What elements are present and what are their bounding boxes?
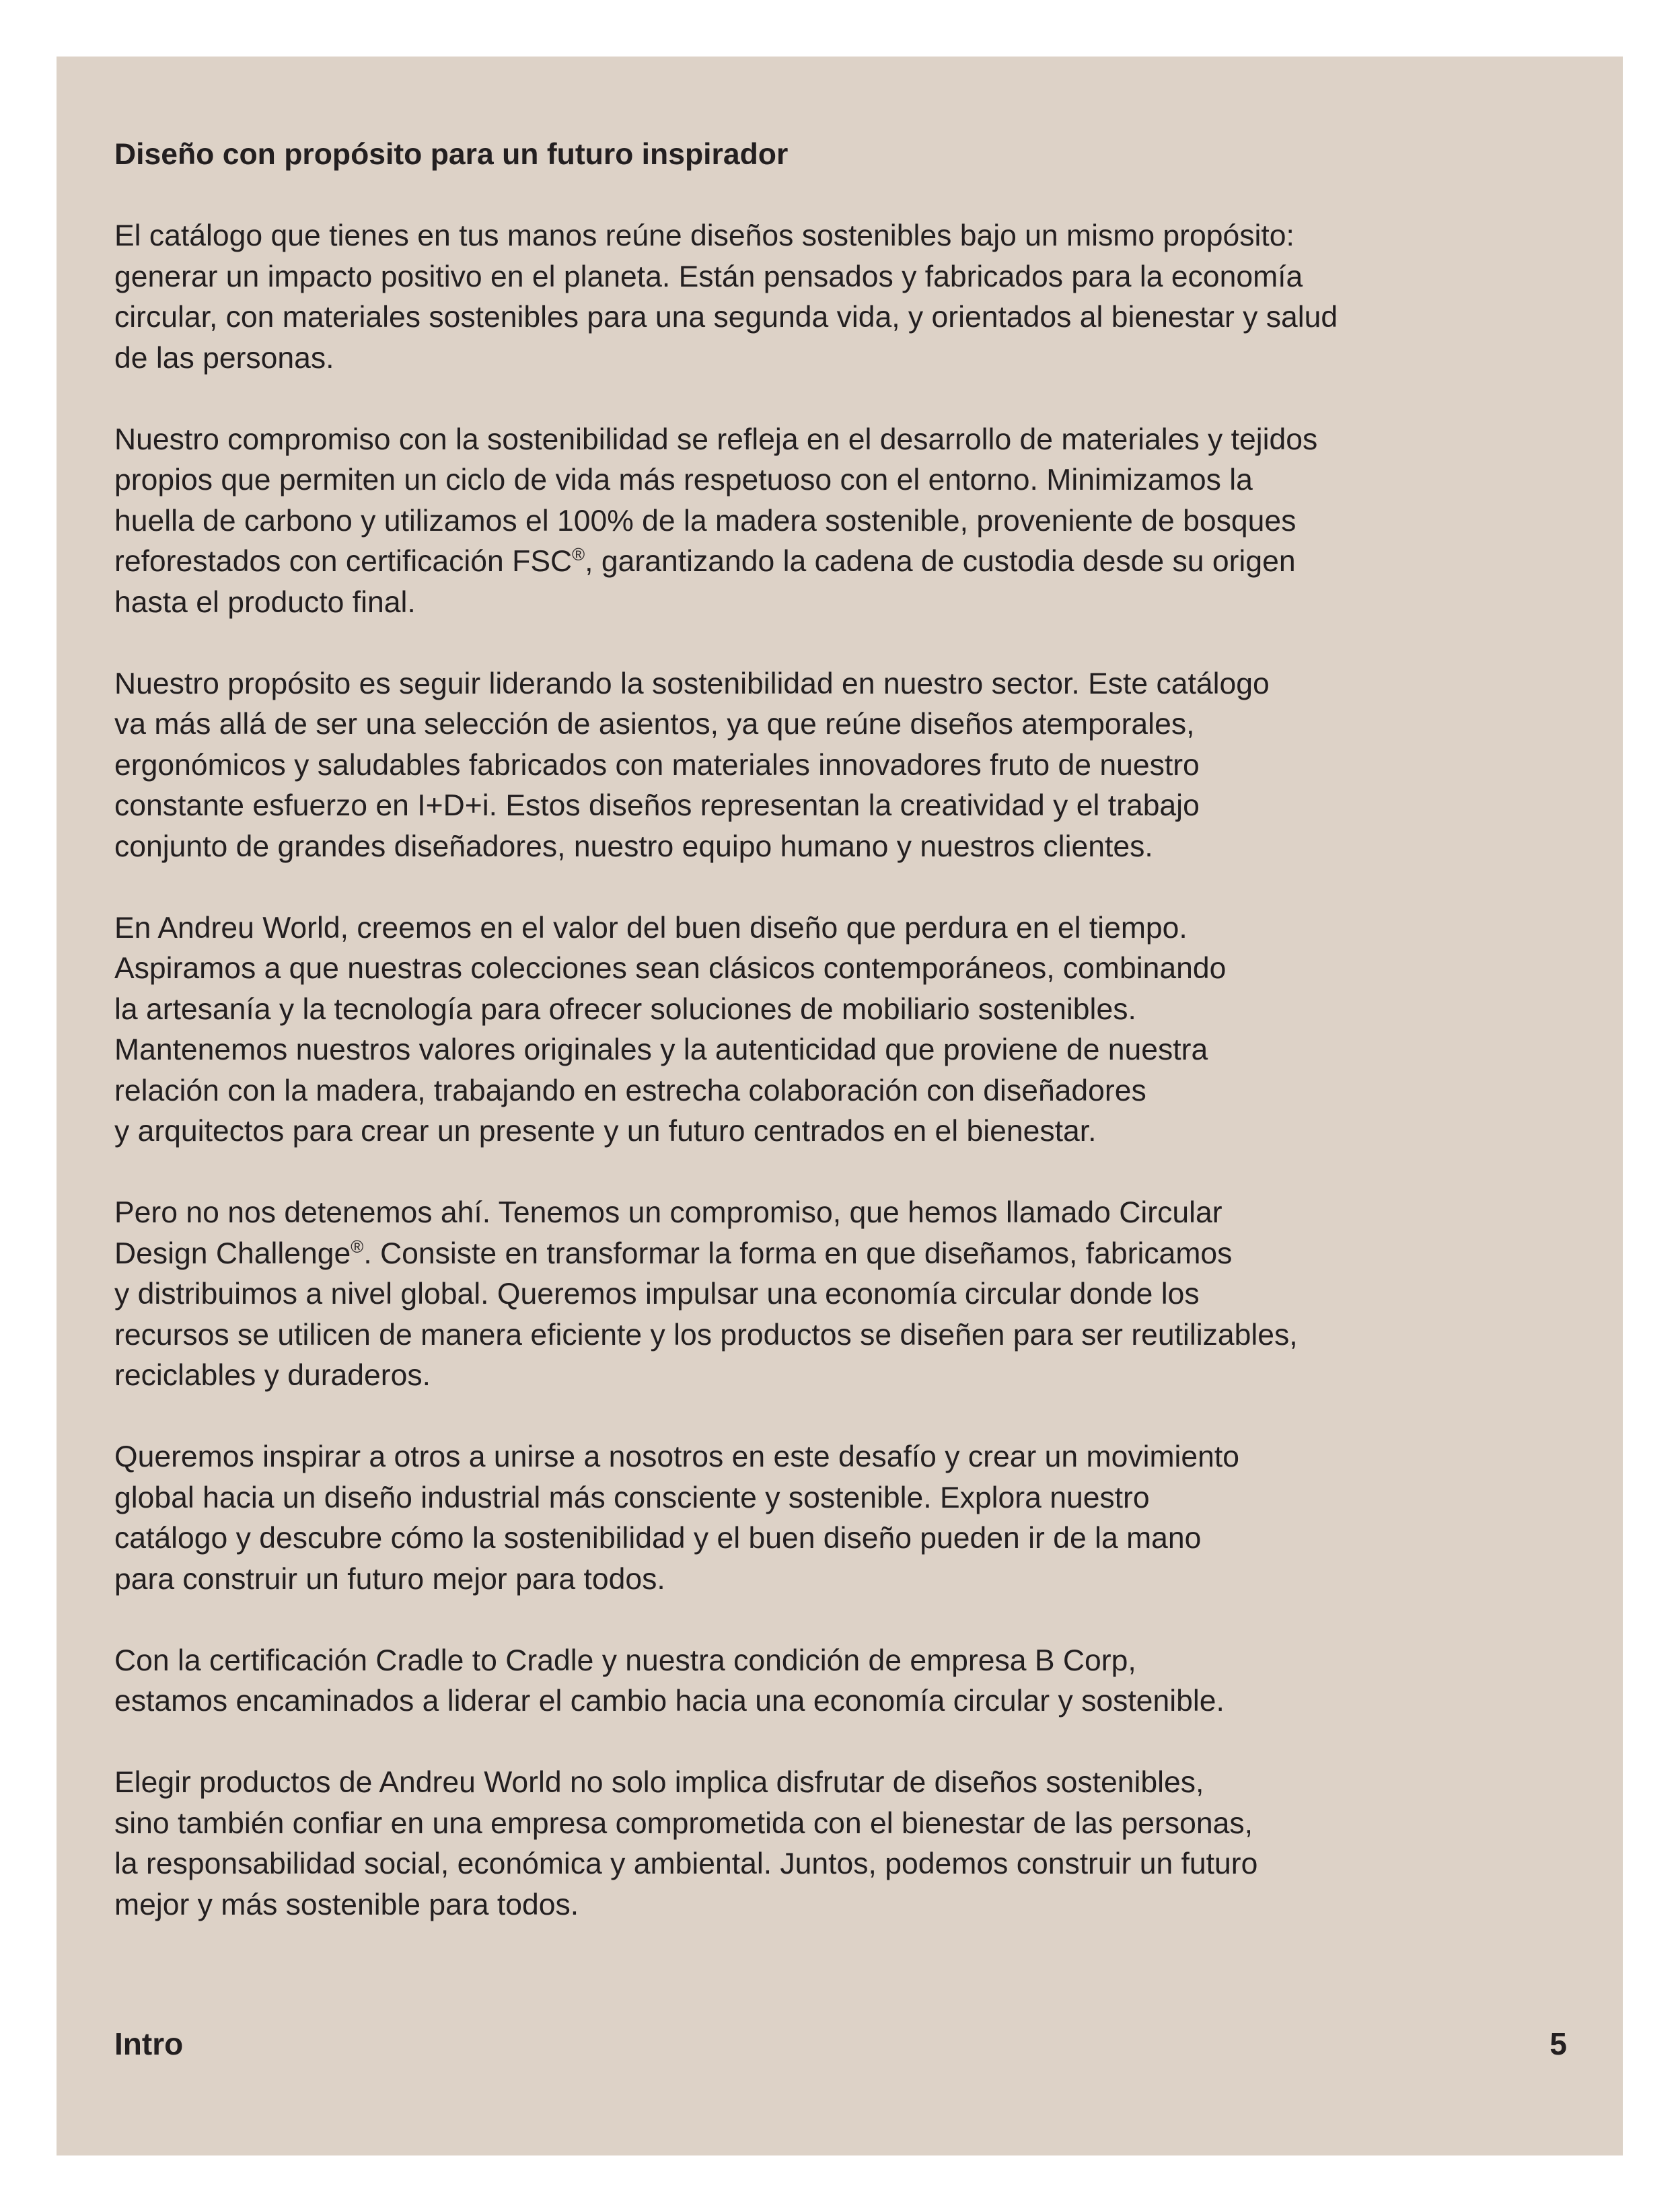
footer-section-label: Intro [114,2026,184,2061]
text-line-challenge [114,1234,1581,1275]
paragraph-intro [114,216,1581,379]
paragraph-inspire [114,1437,1581,1600]
text-line: constante esfuerzo en I+D+i. Estos diseños representan la creatividad y el trabajo [114,789,1200,822]
text-line: la artesanía y la tecnología para ofrecer soluciones de mobiliario sostenibles. [114,992,1136,1026]
text-line: sino también confiar en una empresa comprometida con el bienestar de las personas, [114,1806,1253,1840]
text-line: propios que permiten un ciclo de vida más respetuoso con el entorno. Minimizamos la [114,464,1253,496]
text-line: de las personas. [114,341,334,375]
text-line: Pero no nos detenemos ahí. Tenemos un compromiso, que hemos llamado Circular [114,1196,1222,1229]
text-line: reciclables y duraderos. [114,1359,431,1392]
text-line: la responsabilidad social, económica y ambiental. Juntos, podemos construir un futuro [114,1847,1258,1880]
text-line: recursos se utilicen de manera eficiente y los productos se diseñen para ser reutilizables, [114,1318,1298,1352]
fsc-text: reforestados con certificación FSC [114,545,573,578]
article-title: Diseño con propósito para un futuro inspirador [114,138,789,171]
challenge-text-continued: . Consiste en transformar la forma en que diseñamos, fabricamos [363,1237,1233,1270]
text-line: huella de carbono y utilizamos el 100% de la madera sostenible, proveniente de bosques [114,504,1296,538]
text-line: mejor y más sostenible para todos. [114,1888,579,1921]
text-line: ergonómicos y saludables fabricados con materiales innovadores fruto de nuestro [114,748,1200,782]
text-line: Mantenemos nuestros valores originales y la autenticidad que proviene de nuestra [114,1033,1208,1066]
text-line: circular, con materiales sostenibles para una segunda vida, y orientados al bienestar y salud [114,301,1338,334]
text-line: estamos encaminados a liderar el cambio hacia una economía circular y sostenible. [114,1685,1225,1718]
text-line: generar un impacto positivo en el planeta. Están pensados y fabricados para la economía [114,260,1303,293]
text-line: va más allá de ser una selección de asientos, ya que reúne diseños atemporales, [114,708,1195,741]
text-line: global hacia un diseño industrial más consciente y sostenible. Explora nuestro [114,1481,1150,1514]
page-number: 5 [1549,2026,1567,2061]
challenge-text: Design Challenge [114,1237,351,1270]
text-line: Elegir productos de Andreu World no solo implica disfrutar de diseños sostenibles, [114,1766,1204,1799]
text-line: Aspiramos a que nuestras colecciones sean clásicos contemporáneos, combinando [114,952,1227,985]
text-line: relación con la madera, trabajando en estrecha colaboración con diseñadores [114,1074,1146,1107]
text-line: para construir un futuro mejor para todos. [114,1562,665,1596]
text-line: Nuestro propósito es seguir liderando la sostenibilidad en nuestro sector. Este catálogo [114,667,1270,700]
text-line: y arquitectos para crear un presente y un futuro centrados en el bienestar. [114,1115,1097,1148]
text-line-fsc [114,542,1581,583]
text-line: catálogo y descubre cómo la sostenibilidad y el buen diseño pueden ir de la mano [114,1522,1202,1555]
page-panel [57,57,1623,2155]
text-line: y distribuimos a nivel global. Queremos impulsar una economía circular donde los [114,1278,1200,1311]
text-line: hasta el producto final. [114,585,416,619]
text-line: En Andreu World, creemos en el valor del buen diseño que perdura en el tiempo. [114,911,1188,945]
paragraph-commitment [114,420,1581,624]
registered-mark: ® [351,1237,364,1257]
paragraph-values [114,908,1581,1152]
paragraph-purpose [114,664,1581,868]
text-line: Queremos inspirar a otros a unirse a nosotros en este desafío y crear un movimiento [114,1440,1240,1473]
registered-mark: ® [572,546,585,564]
paragraph-closing [114,1763,1581,1925]
text-line: conjunto de grandes diseñadores, nuestro equipo humano y nuestros clientes. [114,830,1153,863]
text-line: Con la certificación Cradle to Cradle y nuestra condición de empresa B Corp, [114,1644,1136,1677]
fsc-text-continued: , garantizando la cadena de custodia desde su origen [585,545,1296,578]
text-line: Nuestro compromiso con la sostenibilidad se refleja en el desarrollo de materiales y tejidos [114,422,1318,456]
article-body [114,135,1581,1925]
paragraph-certification [114,1641,1581,1722]
text-line: El catálogo que tienes en tus manos reúne diseños sostenibles bajo un mismo propósito: [114,219,1294,252]
paragraph-challenge [114,1193,1581,1397]
